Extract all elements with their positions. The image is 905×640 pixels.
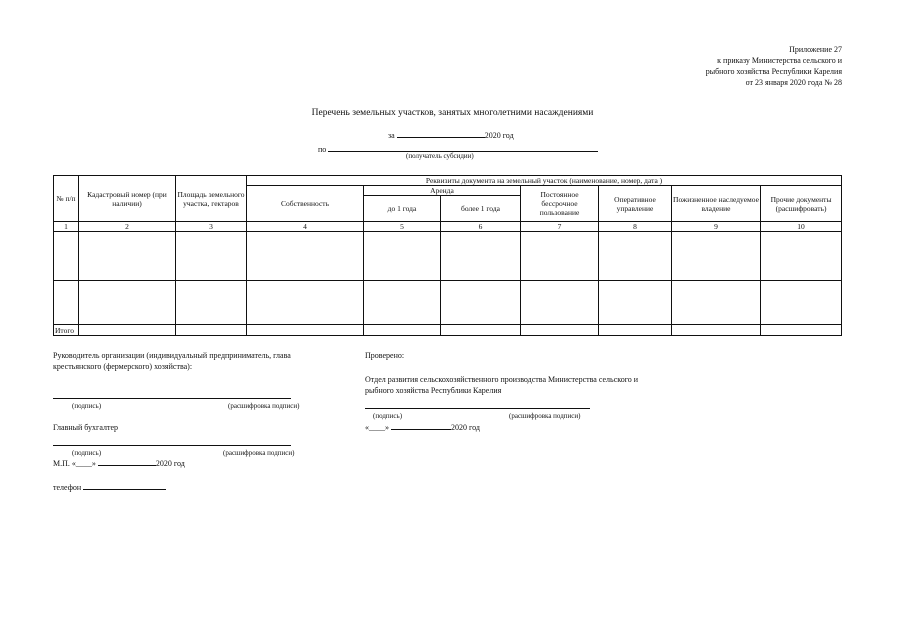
table-cell[interactable] bbox=[599, 281, 672, 325]
accountant-signature-caption: (подпись) bbox=[72, 449, 102, 457]
table-cell[interactable] bbox=[441, 281, 521, 325]
col-number: 6 bbox=[441, 222, 521, 232]
mp-prefix: М.П. «____» bbox=[53, 459, 96, 468]
table-row bbox=[54, 281, 842, 325]
table-cell[interactable] bbox=[79, 232, 176, 281]
accountant-label: Главный бухгалтер bbox=[53, 423, 118, 432]
table-cell[interactable] bbox=[176, 232, 247, 281]
header-other: Прочие документы (расшифровать) bbox=[761, 186, 842, 222]
appendix-line-1: Приложение 27 bbox=[789, 45, 842, 54]
table-cell[interactable] bbox=[441, 232, 521, 281]
period-blank[interactable] bbox=[397, 129, 485, 138]
table-cell[interactable] bbox=[247, 325, 364, 336]
recipient-note: (получатель субсидии) bbox=[406, 152, 474, 160]
checker-signature-line[interactable] bbox=[365, 408, 590, 409]
recipient-blank[interactable] bbox=[328, 143, 598, 152]
accountant-signature-line[interactable] bbox=[53, 445, 291, 446]
checker-date-blank[interactable] bbox=[391, 421, 451, 430]
head-decoding-caption: (расшифровка подписи) bbox=[228, 402, 300, 410]
column-numbers-row bbox=[54, 222, 842, 232]
mp-date-line bbox=[53, 457, 185, 469]
header-lease-1: до 1 года bbox=[364, 196, 441, 222]
document-title: Перечень земельных участков, занятых многолетними насаждениями bbox=[311, 108, 594, 118]
checker-date-year: 2020 год bbox=[451, 423, 480, 432]
accountant-decoding-caption: (расшифровка подписи) bbox=[223, 449, 295, 457]
checked-label: Проверено: bbox=[365, 351, 405, 360]
header-docs: Реквизиты документа на земельный участок (наименование, номер, дата ) bbox=[247, 176, 842, 186]
header-area: Площадь земельного участка, гектаров bbox=[176, 176, 247, 222]
table-cell[interactable] bbox=[761, 281, 842, 325]
table-cell[interactable] bbox=[176, 281, 247, 325]
table-cell[interactable] bbox=[364, 232, 441, 281]
checker-date-line bbox=[365, 421, 480, 433]
col-number: 3 bbox=[176, 222, 247, 232]
checker-date-prefix: «____» bbox=[365, 423, 389, 432]
table-cell[interactable] bbox=[441, 325, 521, 336]
table-cell[interactable] bbox=[54, 281, 79, 325]
table-cell[interactable] bbox=[521, 232, 599, 281]
col-number: 1 bbox=[54, 222, 79, 232]
mp-year: 2020 год bbox=[155, 459, 185, 468]
header-permanent: Постоянное бессрочное пользование bbox=[521, 186, 599, 222]
header-lifetime: Пожизненное наследуемое владение bbox=[672, 186, 761, 222]
table-cell[interactable] bbox=[364, 325, 441, 336]
header-no: № п/п bbox=[54, 176, 79, 222]
dept-line-1: Отдел развития сельскохозяйственного производства Министерства сельского и bbox=[365, 375, 639, 384]
land-plots-table bbox=[53, 175, 842, 336]
period-year: 2020 год bbox=[484, 131, 514, 140]
head-signature-line[interactable] bbox=[53, 398, 291, 399]
period-line bbox=[388, 129, 514, 140]
appendix-line-4: от 23 января 2020 года № 28 bbox=[745, 78, 842, 87]
head-signature-caption: (подпись) bbox=[72, 402, 102, 410]
col-number: 4 bbox=[247, 222, 364, 232]
header-ownership: Собственность bbox=[247, 186, 364, 222]
checker-signature-caption: (подпись) bbox=[373, 412, 403, 420]
col-number: 10 bbox=[761, 222, 842, 232]
col-number: 5 bbox=[364, 222, 441, 232]
mp-date-blank[interactable] bbox=[98, 457, 156, 466]
phone-blank[interactable] bbox=[83, 481, 166, 490]
table-cell[interactable] bbox=[761, 325, 842, 336]
header-operative: Оперативное управление bbox=[599, 186, 672, 222]
head-label: Руководитель организации (индивидуальный предприниматель, глава крестьянского (фермерского) хозяйства): bbox=[53, 351, 291, 371]
table-cell[interactable] bbox=[761, 232, 842, 281]
total-label: Итого bbox=[54, 325, 79, 336]
table-cell[interactable] bbox=[176, 325, 247, 336]
table-cell[interactable] bbox=[599, 325, 672, 336]
table-cell[interactable] bbox=[54, 232, 79, 281]
table-cell[interactable] bbox=[247, 281, 364, 325]
phone-label: телефон bbox=[53, 483, 82, 492]
appendix-line-3: рыбного хозяйства Республики Карелия bbox=[705, 67, 842, 76]
table-cell[interactable] bbox=[521, 281, 599, 325]
table-cell[interactable] bbox=[521, 325, 599, 336]
period-prefix: за bbox=[388, 131, 395, 140]
table-cell[interactable] bbox=[672, 325, 761, 336]
table-cell[interactable] bbox=[79, 281, 176, 325]
header-lease: Аренда bbox=[364, 186, 521, 196]
col-number: 8 bbox=[599, 222, 672, 232]
table-cell[interactable] bbox=[79, 325, 176, 336]
table-cell[interactable] bbox=[672, 232, 761, 281]
dept-line-2: рыбного хозяйства Республики Карелия bbox=[365, 386, 502, 395]
appendix-line-2: к приказу Министерства сельского и bbox=[717, 56, 842, 65]
table-cell[interactable] bbox=[247, 232, 364, 281]
appendix-block bbox=[706, 44, 842, 88]
table-cell[interactable] bbox=[672, 281, 761, 325]
col-number: 2 bbox=[79, 222, 176, 232]
total-row bbox=[54, 325, 842, 336]
checker-decoding-caption: (расшифровка подписи) bbox=[509, 412, 581, 420]
table-cell[interactable] bbox=[364, 281, 441, 325]
recipient-prefix: по bbox=[318, 145, 327, 154]
col-number: 9 bbox=[672, 222, 761, 232]
header-lease-more: более 1 года bbox=[441, 196, 521, 222]
header-cadastral: Кадастровый номер (при наличии) bbox=[79, 176, 176, 222]
col-number: 7 bbox=[521, 222, 599, 232]
table-row bbox=[54, 232, 842, 281]
table-cell[interactable] bbox=[599, 232, 672, 281]
phone-line bbox=[53, 481, 166, 493]
